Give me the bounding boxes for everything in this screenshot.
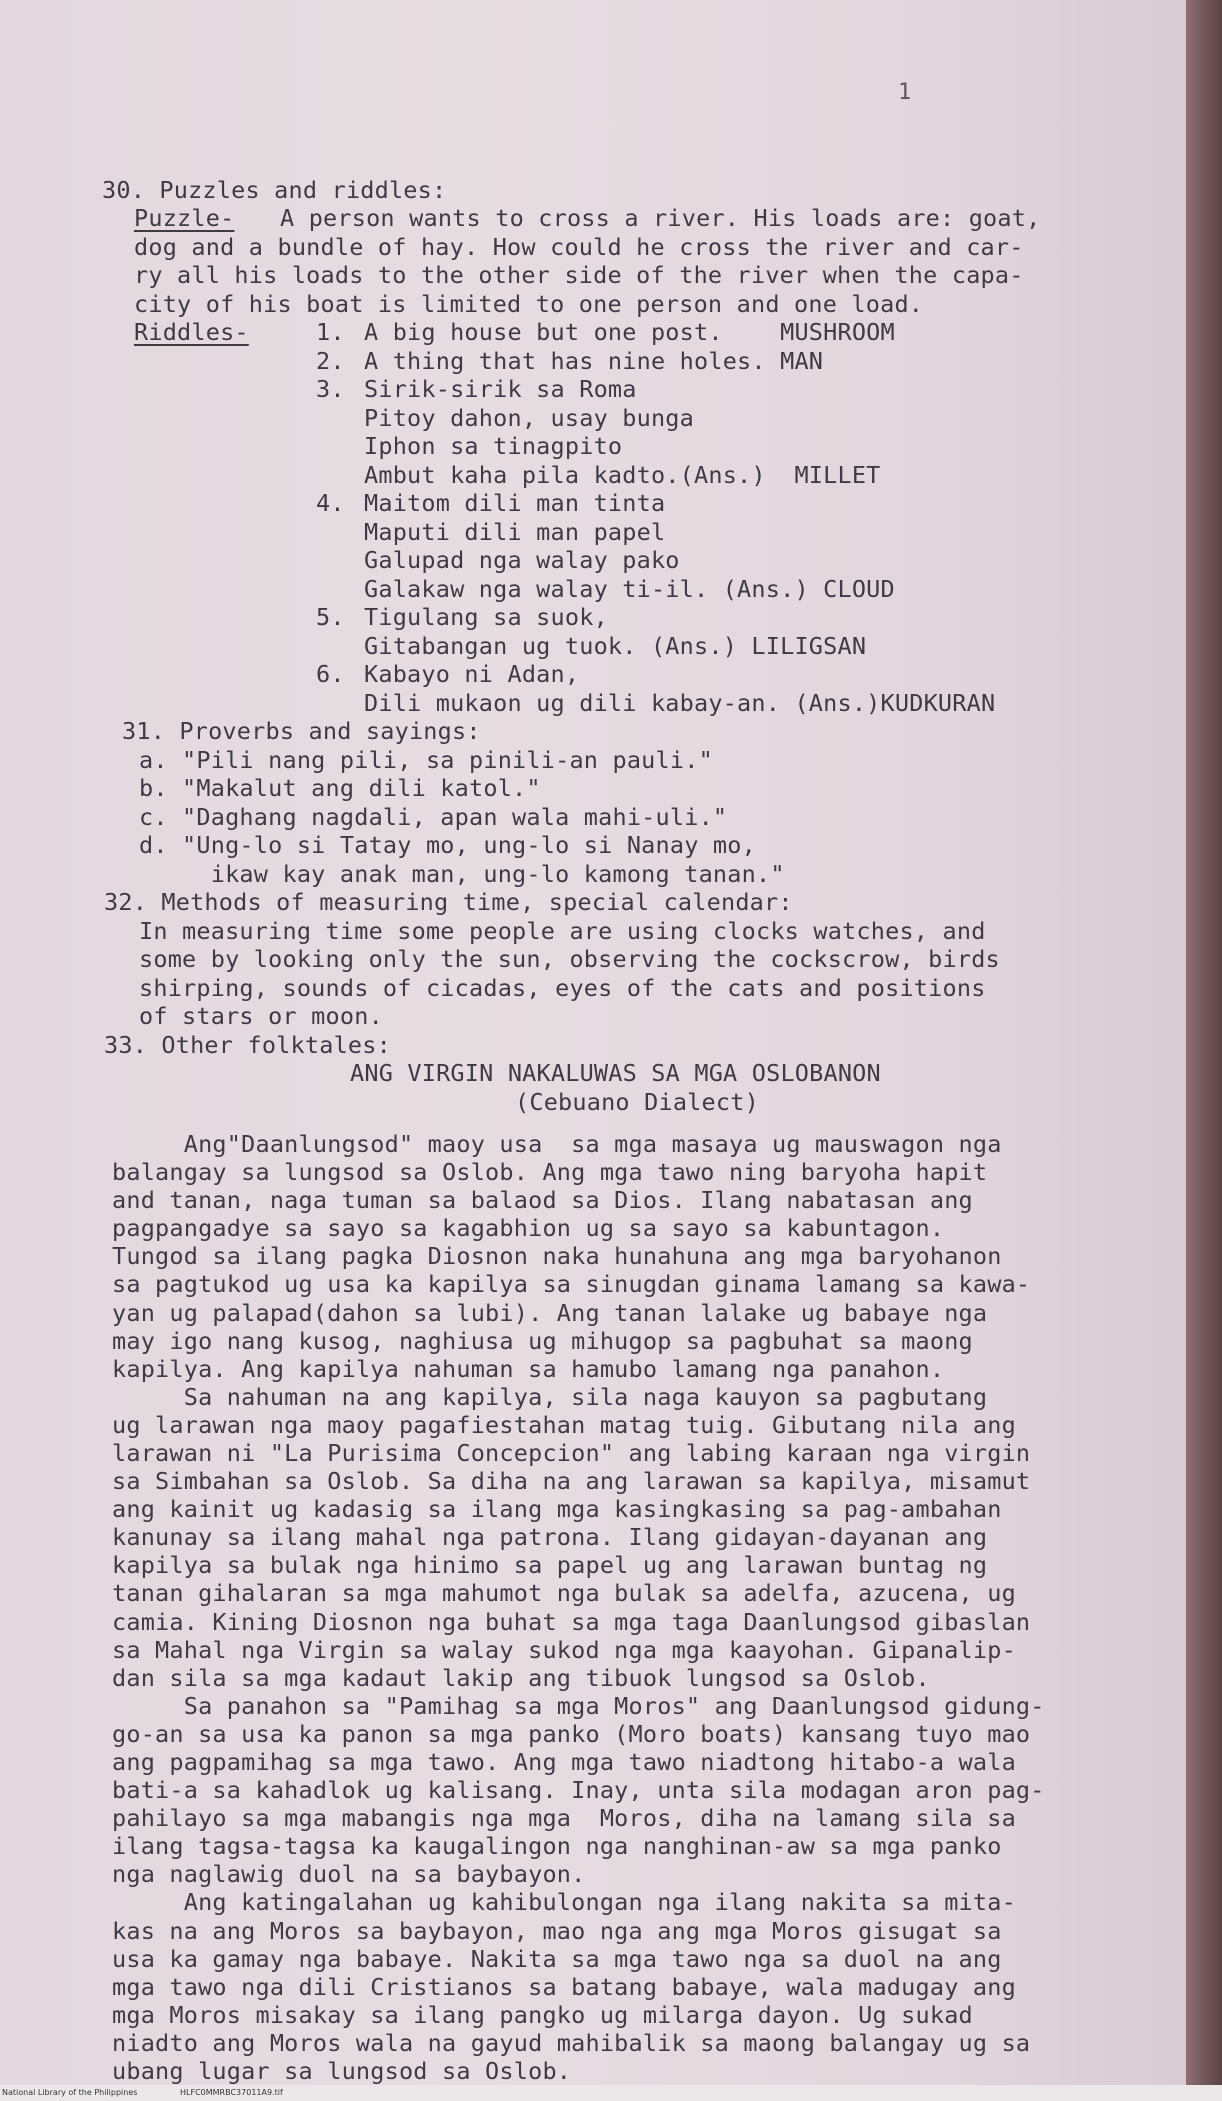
folktale-line: Ang katingalahan ug kahibulongan nga ilang nakita sa mita- <box>112 1888 1016 1916</box>
riddle-line: Ambut kaha pila kadto.(Ans.) MILLET <box>364 461 881 489</box>
folktale-line: pahilayo sa mga mabangis nga mga Moros, diha na lamang sila sa <box>112 1804 1016 1832</box>
footer-library-name: National Library of the Philippines <box>2 2088 138 2097</box>
folktale-line: mga tawo nga dili Cristianos sa batang babaye, wala madugay ang <box>112 1973 1016 2001</box>
folktale-line: and tanan, naga tuman sa balaod sa Dios. Ilang nabatasan ang <box>112 1186 973 1214</box>
folktale-line: Tungod sa ilang pagka Diosnon naka hunahuna ang mga baryohanon <box>112 1242 1002 1270</box>
folktale-subtitle: (Cebuano Dialect) <box>515 1088 759 1116</box>
riddle-line: Galakaw nga walay ti-il. (Ans.) CLOUD <box>364 575 895 603</box>
folktale-line: sa pagtukod ug usa ka kapilya sa sinugdan ginama lamang sa kawa- <box>112 1270 1031 1298</box>
riddle-line: Tigulang sa suok, <box>364 603 608 631</box>
section-32-line: some by looking only the sun, observing the cockscrow, birds <box>139 945 1000 973</box>
puzzle-line: city of his boat is limited to one person and one load. <box>134 290 924 318</box>
folktale-line: balangay sa lungsod sa Oslob. Ang mga tawo ning baryoha hapit <box>112 1158 988 1186</box>
riddles-label: Riddles- <box>134 318 249 346</box>
folktale-line: sa Simbahan sa Oslob. Sa diha na ang larawan sa kapilya, misamut <box>112 1467 1031 1495</box>
riddle-line: Pitoy dahon, usay bunga <box>364 404 695 432</box>
folktale-line: niadto ang Moros wala na gayud mahibalik sa maong balangay ug sa <box>112 2029 1031 2057</box>
riddle-line: Gitabangan ug tuok. (Ans.) LILIGSAN <box>364 632 867 660</box>
folktale-line: bati-a sa kahadlok ug kalisang. Inay, unta sila modagan aron pag- <box>112 1776 1045 1804</box>
riddle-line: A big house but one post. MUSHROOM <box>364 318 895 346</box>
folktale-line: mga Moros misakay sa ilang pangko ug milarga dayon. Ug sukad <box>112 2001 973 2029</box>
folktale-line: kapilya. Ang kapilya nahuman sa hamubo lamang nga panahon. <box>112 1355 945 1383</box>
folktale-line: yan ug palapad(dahon sa lubi). Ang tanan lalake ug babaye nga <box>112 1299 988 1327</box>
riddle-number: 5. <box>316 603 345 631</box>
section-32-line: shirping, sounds of cicadas, eyes of the cats and positions <box>139 974 986 1002</box>
folktale-line: Sa nahuman na ang kapilya, sila naga kauyon sa pagbutang <box>112 1383 988 1411</box>
section-31-heading: 31. Proverbs and sayings: <box>122 717 481 745</box>
riddle-line: A thing that has nine holes. MAN <box>364 347 824 375</box>
riddle-number: 2. <box>316 347 345 375</box>
riddle-number: 4. <box>316 489 345 517</box>
riddle-line: Galupad nga walay pako <box>364 546 680 574</box>
folktale-line: go-an sa usa ka panon sa mga panko (Moro boats) kansang tuyo mao <box>112 1720 1031 1748</box>
riddle-number: 6. <box>316 660 345 688</box>
folktale-line: kapilya sa bulak nga hinimo sa papel ug ang larawan buntag ng <box>112 1551 988 1579</box>
proverb-item: ikaw kay anak man, ung-lo kamong tanan." <box>139 860 785 888</box>
puzzle-line: dog and a bundle of hay. How could he cross the river and car- <box>134 233 1024 261</box>
page-corner-mark: 1 <box>898 80 912 105</box>
footer-file-name: HLFC0MMRBC37011A9.tif <box>180 2088 283 2097</box>
proverb-item: c. "Daghang nagdali, apan wala mahi-uli." <box>139 803 728 831</box>
folktale-line: camia. Kining Diosnon nga buhat sa mga taga Daanlungsod gibaslan <box>112 1608 1031 1636</box>
folktale-line: sa Mahal nga Virgin sa walay sukod nga mga kaayohan. Gipanalip- <box>112 1636 1016 1664</box>
folktale-line: ang pagpamihag sa mga tawo. Ang mga tawo niadtong hitabo-a wala <box>112 1748 1016 1776</box>
folktale-line: ug larawan nga maoy pagafiestahan matag tuig. Gibutang nila ang <box>112 1411 1016 1439</box>
riddle-line: Maputi dili man papel <box>364 518 666 546</box>
puzzle-label: Puzzle- <box>134 204 235 232</box>
folktale-line: dan sila sa mga kadaut lakip ang tibuok lungsod sa Oslob. <box>112 1664 930 1692</box>
folktale-line: may igo nang kusog, naghiusa ug mihugop sa pagbuhat sa maong <box>112 1327 973 1355</box>
folktale-line: usa ka gamay nga babaye. Nakita sa mga tawo nga sa duol na ang <box>112 1945 1002 1973</box>
proverb-item: d. "Ung-lo si Tatay mo, ung-lo si Nanay mo, <box>139 831 756 859</box>
proverb-item: a. "Pili nang pili, sa pinili-an pauli." <box>139 746 713 774</box>
folktale-line: nga naglawig duol na sa baybayon. <box>112 1860 586 1888</box>
scan-footer <box>0 2085 1222 2101</box>
section-32-line: of stars or moon. <box>139 1002 383 1030</box>
folktale-line: ang kainit ug kadasig sa ilang mga kasingkasing sa pag-ambahan <box>112 1495 1002 1523</box>
section-32-line: In measuring time some people are using clocks watches, and <box>139 917 986 945</box>
riddle-line: Dili mukaon ug dili kabay-an. (Ans.)KUDKURAN <box>364 689 996 717</box>
folktale-title: ANG VIRGIN NAKALUWAS SA MGA OSLOBANON <box>350 1059 881 1087</box>
riddle-line: Kabayo ni Adan, <box>364 660 580 688</box>
riddle-line: Maitom dili man tinta <box>364 489 666 517</box>
book-spine-edge <box>1186 0 1222 2085</box>
folktale-line: pagpangadye sa sayo sa kagabhion ug sa sayo sa kabuntagon. <box>112 1214 945 1242</box>
section-30-heading: 30. Puzzles and riddles: <box>102 176 447 204</box>
folktale-line: Sa panahon sa "Pamihag sa mga Moros" ang Daanlungsod gidung- <box>112 1692 1045 1720</box>
puzzle-line: A person wants to cross a river. His loads are: goat, <box>280 204 1041 232</box>
riddle-line: Sirik-sirik sa Roma <box>364 375 637 403</box>
folktale-line: kanunay sa ilang mahal nga patrona. Ilang gidayan-dayanan ang <box>112 1523 988 1551</box>
proverb-item: b. "Makalut ang dili katol." <box>139 774 541 802</box>
folktale-line: larawan ni "La Purisima Concepcion" ang labing karaan nga virgin <box>112 1439 1031 1467</box>
riddle-line: Iphon sa tinagpito <box>364 432 623 460</box>
folktale-line: ubang lugar sa lungsod sa Oslob. <box>112 2057 572 2085</box>
folktale-line: Ang"Daanlungsod" maoy usa sa mga masaya ug mauswagon nga <box>112 1130 1002 1158</box>
folktale-line: ilang tagsa-tagsa ka kaugalingon nga nanghinan-aw sa mga panko <box>112 1832 1002 1860</box>
folktale-line: kas na ang Moros sa baybayon, mao nga ang mga Moros gisugat sa <box>112 1917 1002 1945</box>
puzzle-line: ry all his loads to the other side of the river when the capa- <box>134 261 1024 289</box>
riddle-number: 1. <box>316 318 345 346</box>
section-33-heading: 33. Other folktales: <box>104 1031 391 1059</box>
riddle-number: 3. <box>316 375 345 403</box>
folktale-line: tanan gihalaran sa mga mahumot nga bulak sa adelfa, azucena, ug <box>112 1579 1016 1607</box>
section-32-heading: 32. Methods of measuring time, special calendar: <box>104 888 793 916</box>
